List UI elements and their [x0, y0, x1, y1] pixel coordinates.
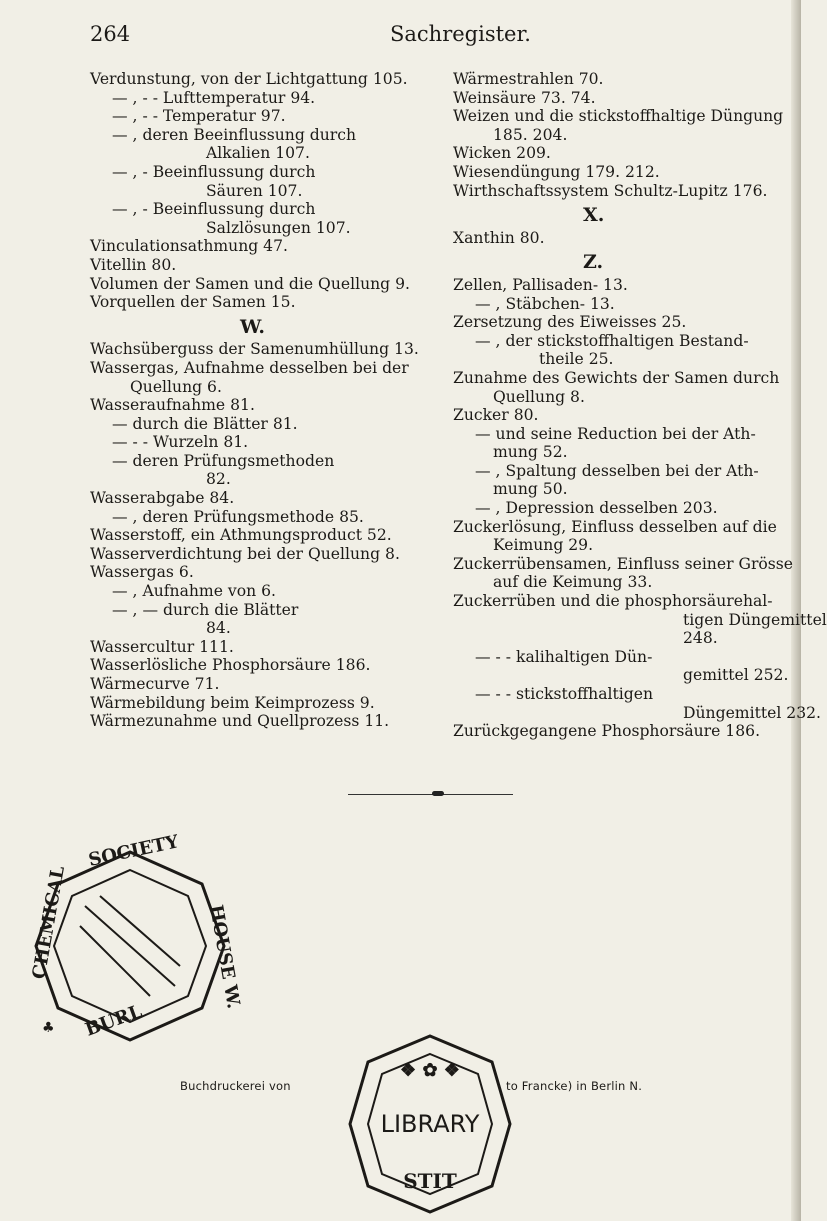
index-entry: Wärmecurve 71.	[90, 675, 220, 693]
section-letter: W.	[240, 315, 265, 338]
page-header	[90, 22, 720, 52]
index-entry: — , Aufnahme von 6.	[112, 582, 276, 601]
index-entry: Alkalien 107.	[206, 144, 310, 163]
index-entry: — deren Prüfungsmethoden	[112, 451, 335, 470]
index-entry: — , — durch die Blätter	[112, 600, 299, 619]
svg-text:♣: ♣	[42, 1020, 55, 1036]
index-entry: Wirthschaftssystem Schultz-Lupitz 176.	[453, 181, 768, 200]
index-entry: — , Depression desselben 203.	[475, 499, 718, 518]
index-entry: Wassercultur 111.	[90, 637, 234, 656]
index-entry: Zuckerrübensamen, Einfluss seiner Grösse	[453, 554, 794, 573]
index-entry: Wasserlösliche Phosphorsäure 186.	[90, 656, 371, 675]
index-entry: Vorquellen der Samen 15.	[90, 293, 296, 312]
section-letter: Z.	[583, 251, 604, 274]
index-entry: — , - Beeinflussung durch	[112, 162, 316, 181]
svg-text:STIT: STIT	[403, 1169, 457, 1193]
index-entry: gemittel 252.	[683, 666, 789, 685]
index-entry: Zurückgegangene Phosphorsäure 186.	[453, 722, 761, 741]
index-entry: Zunahme des Gewichts der Samen durch	[453, 368, 780, 387]
svg-text:LIBRARY: LIBRARY	[380, 1110, 480, 1138]
index-entry: 82.	[206, 470, 231, 489]
index-entry: Wachsüberguss der Samenumhüllung 13.	[90, 340, 419, 359]
index-entry: — , deren Beeinflussung durch	[112, 125, 357, 144]
index-entry: Quellung 8.	[493, 387, 585, 406]
printer-imprint-start: Buchdruckerei von	[180, 1079, 291, 1093]
index-entry: Wicken 209.	[453, 144, 551, 163]
printer-imprint-end: to Francke) in Berlin N.	[506, 1079, 643, 1093]
index-entry: — , - Beeinflussung durch	[112, 200, 316, 219]
index-entry: — , der stickstoffhaltigen Bestand-	[475, 331, 749, 350]
index-entry: Wassergas 6.	[90, 563, 194, 582]
index-entry: 84.	[206, 619, 231, 638]
index-entry: — - - kalihaltigen Dün-	[475, 647, 653, 666]
index-entry: 248.	[683, 629, 718, 648]
index-entry: — durch die Blätter 81.	[112, 414, 298, 433]
index-entry: auf die Keimung 33.	[493, 573, 653, 592]
index-entry: Wasseraufnahme 81.	[90, 396, 255, 415]
index-entry: 185. 204.	[493, 125, 568, 144]
section-letter: X.	[583, 204, 605, 227]
end-rule	[348, 794, 513, 795]
index-entry: Weizen und die stickstoffhaltige Düngung	[453, 107, 784, 126]
svg-text:HOUSE W.: HOUSE W.	[205, 903, 244, 1011]
index-entry: — - - stickstoffhaltigen	[475, 685, 654, 703]
index-entry: Volumen der Samen und die Quellung 9.	[90, 274, 410, 293]
index-entry: — , deren Prüfungsmethode 85.	[112, 507, 364, 526]
index-entry: — , - - Temperatur 97.	[112, 107, 286, 126]
index-entry: Zucker 80.	[453, 406, 539, 425]
index-entry: Wärmezunahme und Quellprozess 11.	[90, 712, 390, 731]
index-entry: — , - - Lufttemperatur 94.	[112, 88, 316, 107]
index-entry: Vitellin 80.	[90, 255, 177, 274]
index-entry: Zuckerlösung, Einfluss desselben auf die	[453, 517, 777, 536]
index-entry: Wiesendüngung 179. 212.	[453, 162, 660, 181]
index-entry: Wassergas, Aufnahme desselben bei der	[90, 358, 409, 377]
index-entry: Zellen, Pallisaden- 13.	[453, 275, 628, 294]
index-entry: Weinsäure 73. 74.	[453, 88, 596, 107]
running-title: Sachregister.	[390, 22, 531, 46]
index-entry: Wärmebildung beim Keimprozess 9.	[90, 693, 375, 712]
svg-text:CHEMICAL: CHEMICAL	[28, 864, 70, 981]
svg-text:❖ ✿ ❖: ❖ ✿ ❖	[400, 1060, 460, 1081]
end-rule-ornament	[432, 791, 444, 796]
svg-text:SOCIETY: SOCIETY	[86, 831, 181, 871]
index-entry: mung 52.	[493, 443, 568, 462]
index-entry: Verdunstung, von der Lichtgattung 105.	[90, 70, 408, 88]
page-number: 264	[90, 22, 131, 46]
society-stamp-icon	[28, 831, 244, 1046]
index-entry: — und seine Reduction bei der Ath-	[475, 424, 756, 443]
index-entry: Keimung 29.	[493, 536, 594, 555]
index-entry: Xanthin 80.	[453, 228, 545, 247]
index-entry: — , Stäbchen- 13.	[475, 294, 615, 313]
index-entry: Säuren 107.	[206, 181, 303, 200]
index-entry: mung 50.	[493, 480, 568, 499]
index-entry: Wasserverdichtung bei der Quellung 8.	[90, 544, 400, 563]
index-entry: Zuckerrüben und die phosphorsäurehal-	[453, 592, 773, 611]
index-entry: tigen Düngemittel	[683, 610, 827, 629]
index-entry: Quellung 6.	[130, 377, 222, 396]
index-entry: Salzlösungen 107.	[206, 218, 351, 237]
index-column-right	[453, 70, 827, 741]
index-column-left	[90, 70, 430, 731]
index-entry: — , Spaltung desselben bei der Ath-	[475, 461, 759, 480]
svg-text:BURL: BURL	[82, 1000, 145, 1041]
library-stamp-icon	[342, 1028, 518, 1218]
index-entry: Vinculationsathmung 47.	[90, 237, 288, 256]
index-entry: Düngemittel 232.	[683, 703, 821, 722]
index-entry: Wärmestrahlen 70.	[453, 70, 604, 88]
index-entry: — - - Wurzeln 81.	[112, 433, 249, 452]
index-entry: theile 25.	[539, 350, 614, 369]
index-entry: Wasserabgabe 84.	[90, 489, 235, 508]
index-entry: Zersetzung des Eiweisses 25.	[453, 313, 687, 332]
index-entry: Wasserstoff, ein Athmungsproduct 52.	[90, 526, 392, 545]
